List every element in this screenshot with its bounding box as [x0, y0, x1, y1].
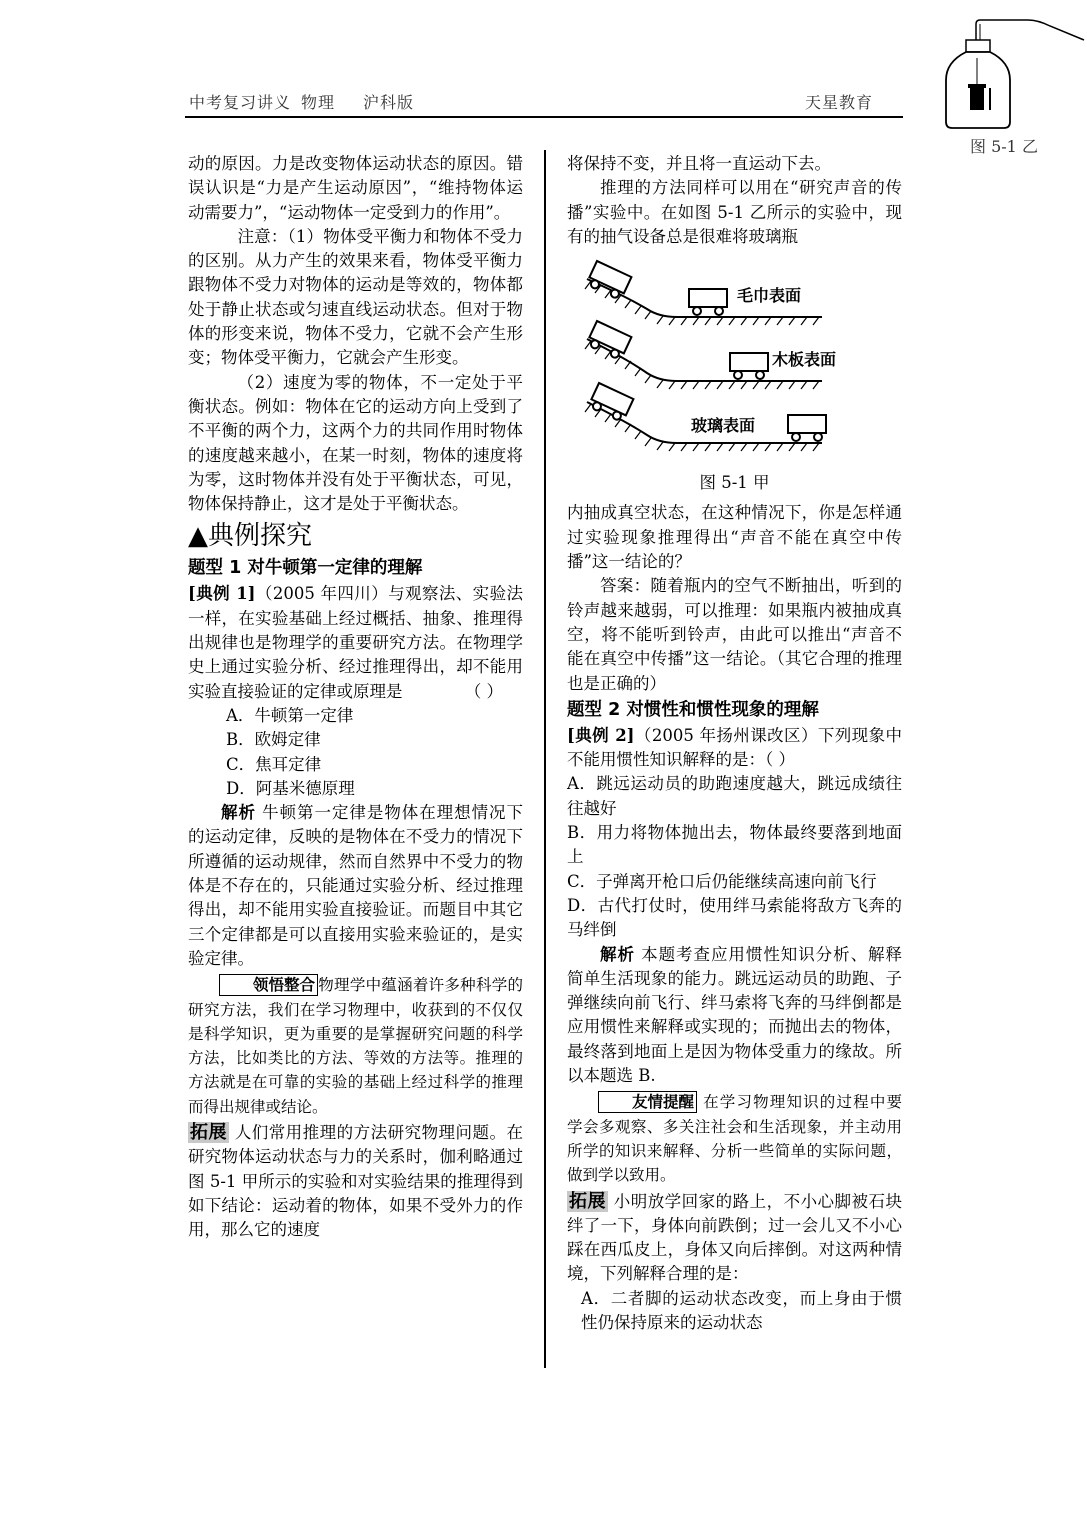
section-title: ▲典例探究 — [188, 521, 312, 552]
option-2-c: C．子弹离开枪口后仍能继续高速向前飞行 — [567, 871, 877, 891]
expand-block-2 — [567, 1190, 902, 1287]
answer-paragraph: 答案：随着瓶内的空气不断抽出，听到的铃声越来越弱，可以推理：如果瓶内被抽成真空，将不能听到铃声，由此可以推出“声音不能在真空中传播”这一结论。（其它合理的推理也是正确的） — [567, 576, 902, 693]
option-2-b: B．用力将物体抛出去，物体最终要落到地面上 — [567, 823, 902, 867]
option-b: B．欧姆定律 — [226, 730, 321, 750]
analysis-2-text: 本题考查应用惯性知识分析、解释简单生活现象的能力。跳远运动员的助跑、子弹继续向前飞行、绊马索将飞奔的马绊倒都是应用惯性来解释或实现的；而抛出去的物体，最终落到地面上是因为物体受重力的缘故。所以本题选 B. — [567, 944, 903, 1086]
note-paragraph-2: （2）速度为零的物体，不一定处于平衡状态。例如：物体在它的运动方向上受到了不平衡的两个力，这两个力的共同作用时物体的速度越来越小，在某一时刻，物体的速度将为零，这时物体并没有处于平衡状态，可见，物体保持静止，这才是处于平衡状态。 — [188, 372, 523, 514]
bell-jar-figure — [938, 18, 1086, 133]
right-paragraph-1: 将保持不变，并且将一直运动下去。 — [567, 154, 831, 173]
insight-label: 领悟整合 — [219, 974, 318, 996]
expand-text-2: 小明放学回家的路上，不小心脚被石块绊了一下，身体向前跌倒；过一会儿又不小心踩在西瓜皮上，身体又向后摔倒。对这两种情境，下列解释合理的是： — [567, 1191, 903, 1284]
note-paragraph: 注意：（1）物体受平衡力和物体不受力的区别。从力产生的效果来看，物体受平衡力跟物体不受力对物体的运动是等效的，物体都处于静止状态或匀速直线运动状态。但对于物体的形变来说，物体不受力，它就不会产生形变；物体受平衡力，它就会产生形变。 — [188, 226, 523, 368]
expand-block-1 — [188, 1121, 523, 1242]
insight-block — [188, 973, 523, 1119]
example-1 — [188, 582, 523, 703]
tip-label: 友情提醒 — [598, 1091, 697, 1113]
right-paragraph-3: 内抽成真空状态，在这种情况下，你是怎样通过实验现象推理得出“声音不能在真空中传播”这一结论的？ — [567, 503, 902, 572]
option-c: C．焦耳定律 — [226, 754, 322, 774]
header-title-edition: 沪科版 — [363, 93, 415, 112]
option-2-d: D．古代打仗时，使用绊马索能将敌方飞奔的马绊倒 — [567, 895, 902, 940]
right-paragraph-2: 推理的方法同样可以用在“研究声音的传播”实验中。在如图 5-1 乙所示的实验中，现有的抽气设备总是很难将玻璃瓶 — [567, 178, 902, 246]
column-divider — [544, 150, 546, 1368]
wood-surface-label: 木板表面 — [772, 350, 837, 370]
inclined-plane-diagram — [567, 257, 902, 471]
option-a: A．牛顿第一定律 — [226, 705, 354, 725]
expand-label-2: 拓展 — [569, 1190, 606, 1212]
option-d: D．阿基米德原理 — [226, 778, 355, 798]
expand-text-1: 人们常用推理的方法研究物理问题。在研究物体运动状态与力的关系时，伽利略通过图 5-1 甲所示的实验和对实验结果的推理得到如下结论：运动着的物体，如果不受外力的作用，那么它的速度 — [188, 1122, 524, 1240]
example-1-label: [典例 1] — [188, 584, 256, 604]
towel-surface-label: 毛巾表面 — [737, 286, 802, 306]
expand-label-1: 拓展 — [190, 1121, 227, 1143]
glass-surface-label: 玻璃表面 — [691, 416, 756, 436]
tip-text: 在学习物理知识的过程中要学会多观察、多关注社会和生活现象，并主动用所学的知识来解释、分析一些简单的实际问题，做到学以致用。 — [567, 1093, 902, 1185]
figure-5-1-b-caption: 图 5-1 乙 — [970, 137, 1038, 156]
header-title — [189, 90, 424, 113]
option-2-a: A．跳远运动员的助跑速度越大，跳远成绩往往越好 — [567, 774, 902, 818]
example-1-paren: （ ） — [464, 681, 503, 701]
left-column — [188, 152, 523, 1242]
header-title-main: 中考复习讲义 — [189, 93, 292, 112]
example-2-text: （2005 年扬州课改区）下列现象中不能用惯性知识解释的是：（ ） — [567, 725, 902, 770]
page-header — [185, 90, 903, 118]
analysis-1-label: 解析 — [221, 803, 256, 823]
figure-5-1-a — [567, 257, 902, 471]
header-brand: 天星教育 — [804, 93, 873, 112]
header-title-subject: 物理 — [301, 93, 336, 112]
question-type-2: 题型 2 对惯性和惯性现象的理解 — [567, 699, 819, 720]
right-column — [567, 152, 902, 1335]
example-2-label: [典例 2] — [567, 725, 635, 745]
analysis-2-label: 解析 — [600, 944, 635, 964]
example-2 — [567, 724, 902, 773]
tip-block — [567, 1090, 902, 1187]
left-paragraph-1: 动的原因。力是改变物体运动状态的原因。错误认识是“力是产生运动原因”，“维持物体运动需要力”，“运动物体一定受到力的作用”。 — [188, 154, 523, 222]
analysis-1-text: 牛顿第一定律是物体在理想情况下的运动定律，反映的是物体在不受力的情况下所遵循的运动规律，然而自然界中不受力的物体是不存在的，只能通过实验分析、经过推理得出，却不能用实验直接验证。而题目中其它三个定律都是可以直接用实验来验证的，是实验定律。 — [188, 803, 524, 968]
analysis-2 — [567, 943, 902, 1089]
insight-text: 物理学中蕴涵着许多种科学的研究方法，我们在学习物理中，收获到的不仅仅是科学知识，更为重要的是掌握研究问题的科学方法，比如类比的方法、等效的方法等。推理的方法就是在可靠的实验的基础上经过科学的推理而得出规律或结论。 — [188, 976, 523, 1116]
question-type-1: 题型 1 对牛顿第一定律的理解 — [188, 558, 423, 579]
figure-5-1-a-caption: 图 5-1 甲 — [699, 473, 770, 493]
analysis-1 — [188, 801, 523, 971]
expand-option-a: A．二者脚的运动状态改变，而上身由于惯性仍保持原来的运动状态 — [581, 1288, 902, 1332]
example-1-text: （2005 年四川）与观察法、实验法一样，在实验基础上经过概括、抽象、推理得出规律也是物理学的重要研究方法。在物理学史上通过实验分析、经过推理得出，却不能用实验直接验证的定律或原理是 — [188, 584, 523, 701]
